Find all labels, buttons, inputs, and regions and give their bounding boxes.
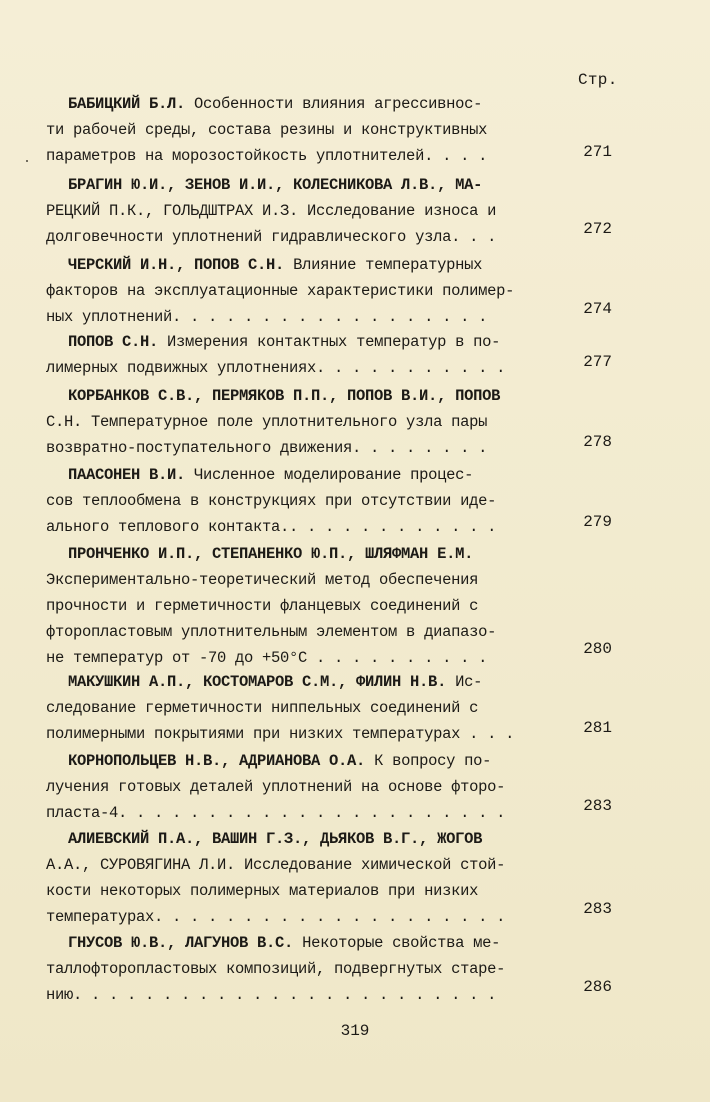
entry-authors: ГНУСОВ Ю.В., ЛАГУНОВ В.С. <box>68 934 294 952</box>
entry-first-line <box>46 91 556 117</box>
toc-entry <box>46 541 556 671</box>
entry-title-line: Некоторые свойства ме- <box>302 934 501 952</box>
entry-page-number: 272 <box>583 220 612 238</box>
entry-title-line: температурах. . . . . . . . . . . . . . . . . . . . <box>46 908 506 926</box>
entry-authors: БРАГИН Ю.И., ЗЕНОВ И.И., КОЛЕСНИКОВА Л.В., МА- <box>68 176 483 194</box>
toc-entry <box>46 826 556 930</box>
entry-title-line: сов теплообмена в конструкциях при отсутствии иде- <box>46 492 497 510</box>
entry-page-number: 283 <box>583 797 612 815</box>
entry-title-line: возвратно-поступательного движения. . . . . . . . <box>46 439 488 457</box>
entry-authors: ПОПОВ С.Н. <box>68 333 159 351</box>
entry-authors: КОРНОПОЛЬЦЕВ Н.В., АДРИАНОВА О.А. <box>68 752 366 770</box>
entry-title-line: лимерных подвижных уплотнениях. . . . . . . . . . . <box>46 359 506 377</box>
entry-first-line <box>46 252 556 278</box>
entry-title-line: прочности и герметичности фланцевых соединений с <box>46 597 479 615</box>
entry-page-number: 283 <box>583 900 612 918</box>
toc-entry <box>46 748 556 826</box>
entry-title-line: Численное моделирование процес- <box>194 466 474 484</box>
paper-speck <box>26 160 28 162</box>
entry-authors: МАКУШКИН А.П., КОСТОМАРОВ С.М., ФИЛИН Н.В. <box>68 673 447 691</box>
entry-first-line <box>46 930 556 956</box>
entry-page-number: 271 <box>583 143 612 161</box>
toc-entry <box>46 383 556 461</box>
entry-authors: БАБИЦКИЙ Б.Л. <box>68 95 186 113</box>
entry-title-line: Особенности влияния агрессивнос- <box>194 95 483 113</box>
entry-authors: ПРОНЧЕНКО И.П., СТЕПАНЕНКО Ю.П., ШЛЯФМАН Е.М. <box>68 545 474 563</box>
entry-title-line: кости некоторых полимерных материалов при низких <box>46 882 479 900</box>
entry-title-line: лучения готовых деталей уплотнений на основе фторо- <box>46 778 506 796</box>
entry-title-line: ти рабочей среды, состава резины и конструктивных <box>46 121 488 139</box>
entry-title-line: Измерения контактных температур в по- <box>167 333 501 351</box>
entry-title-line: полимерными покрытиями при низких температурах . . . <box>46 725 515 743</box>
entry-title-line: пласта-4. . . . . . . . . . . . . . . . . . . . . . <box>46 804 506 822</box>
entry-title-line: Экспериментально-теоретический метод обеспечения <box>46 571 479 589</box>
entry-title-line: факторов на эксплуатационные характеристики полимер- <box>46 282 515 300</box>
entry-first-line <box>46 669 556 695</box>
entry-page-number: 280 <box>583 640 612 658</box>
entry-title-line: К вопросу по- <box>374 752 492 770</box>
entry-title-line: следование герметичности ниппельных соединений с <box>46 699 479 717</box>
entry-page-number: 277 <box>583 353 612 371</box>
toc-entry <box>46 91 556 169</box>
entry-authors: ПААСОНЕН В.И. <box>68 466 186 484</box>
entry-page-number: 274 <box>583 300 612 318</box>
toc-entry <box>46 172 556 250</box>
toc-entry <box>46 930 556 1008</box>
entry-title-line: долговечности уплотнений гидравлического узла. . . <box>46 228 497 246</box>
entry-page-number: 278 <box>583 433 612 451</box>
toc-entry <box>46 669 556 747</box>
entry-title-line: Влияние температурных <box>293 256 483 274</box>
entry-first-line <box>46 748 556 774</box>
entry-page-number: 281 <box>583 719 612 737</box>
page-column-header: Стр. <box>578 71 618 89</box>
entry-title-line: не температур от -70 до +50°С . . . . . . . . . . <box>46 649 488 667</box>
entry-first-line <box>46 329 556 355</box>
entry-title-line: нию. . . . . . . . . . . . . . . . . . . . . . . . <box>46 986 497 1004</box>
entry-title-line: параметров на морозостойкость уплотнителей. . . . <box>46 147 488 165</box>
entry-title-line: С.Н. Температурное поле уплотнительного узла пары <box>46 413 488 431</box>
entry-first-line <box>46 462 556 488</box>
page-number-footer: 319 <box>340 1022 370 1040</box>
entry-title-line: А.А., СУРОВЯГИНА Л.И. Исследование химической стой- <box>46 856 506 874</box>
entry-authors: ЧЕРСКИЙ И.Н., ПОПОВ С.Н. <box>68 256 285 274</box>
entry-title-line: ных уплотнений. . . . . . . . . . . . . . . . . . <box>46 308 488 326</box>
toc-entry <box>46 252 556 330</box>
entry-authors: КОРБАНКОВ С.В., ПЕРМЯКОВ П.П., ПОПОВ В.И., ПОПОВ <box>68 387 501 405</box>
entry-page-number: 279 <box>583 513 612 531</box>
entry-title-line: таллофторопластовых композиций, подвергнутых старе- <box>46 960 506 978</box>
entry-title-line: РЕЦКИЙ П.К., ГОЛЬДШТРАХ И.З. Исследование износа и <box>46 202 497 220</box>
toc-entry <box>46 329 556 381</box>
entry-title-line: ального теплового контакта.. . . . . . . . . . . . <box>46 518 497 536</box>
entry-authors: АЛИЕВСКИЙ П.А., ВАШИН Г.З., ДЬЯКОВ В.Г., ЖОГОВ <box>68 830 483 848</box>
entry-page-number: 286 <box>583 978 612 996</box>
entry-title-line: фторопластовым уплотнительным элементом в диапазо- <box>46 623 497 641</box>
entry-title-line: Ис- <box>455 673 483 691</box>
toc-entry <box>46 462 556 540</box>
